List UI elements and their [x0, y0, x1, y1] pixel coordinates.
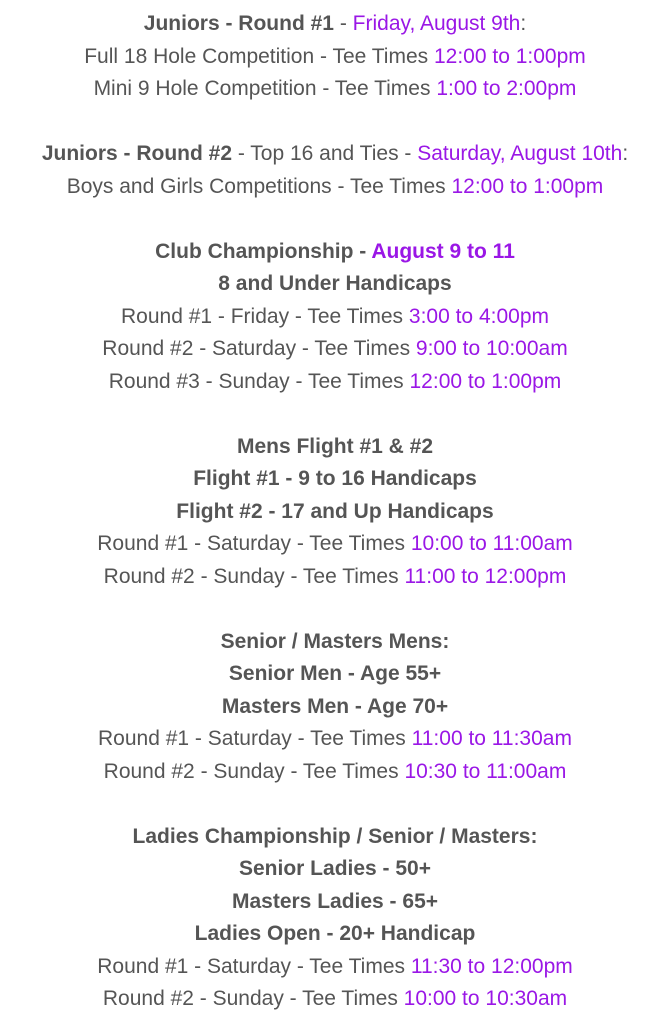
- schedule-text: Round #1 - Saturday - Tee Times: [97, 532, 411, 555]
- schedule-text: -: [333, 12, 353, 35]
- schedule-line: [0, 756, 670, 789]
- schedule-heading-text: Flight #1 - 9 to 16 Handicaps: [193, 467, 477, 490]
- schedule-text: :: [520, 12, 527, 35]
- schedule-text: Round #2 - Sunday - Tee Times: [102, 987, 404, 1010]
- schedule-highlight-text: 10:00 to 11:00am: [410, 532, 573, 555]
- schedule-text: Boys and Girls Competitions - Tee Times: [66, 174, 452, 198]
- schedule-section: [0, 626, 670, 789]
- schedule-highlight-text: 10:30 to 11:00am: [404, 759, 567, 783]
- schedule-line: [0, 41, 670, 74]
- schedule-line: [0, 853, 670, 886]
- schedule-heading-text: Masters Men - Age 70+: [221, 694, 449, 718]
- schedule-text: Mini 9 Hole Competition - Tee Times: [93, 77, 437, 100]
- schedule-highlight-text: 12:00 to 1:00pm: [433, 44, 586, 68]
- schedule-section: [0, 431, 670, 594]
- schedule-text: Round #2 - Sunday - Tee Times: [103, 564, 405, 588]
- schedule-highlight-text: 10:00 to 10:30am: [403, 987, 568, 1010]
- schedule-line: [0, 723, 670, 756]
- schedule-highlight-text: Saturday, August 10th: [417, 142, 623, 165]
- schedule-line: [0, 138, 670, 171]
- schedule-heading-text: Juniors - Round #1: [143, 12, 334, 35]
- schedule-line: [0, 463, 670, 496]
- schedule-text: - Top 16 and Ties -: [232, 142, 418, 165]
- schedule-line: [0, 918, 670, 951]
- schedule-highlight-text: 3:00 to 4:00pm: [408, 304, 549, 328]
- schedule-heading-text: Masters Ladies - 65+: [231, 889, 439, 913]
- schedule-text: Round #2 - Sunday - Tee Times: [103, 759, 405, 783]
- schedule-line: [0, 333, 670, 366]
- schedule-text: Full 18 Hole Competition - Tee Times: [84, 44, 434, 68]
- schedule-highlight-text: August 9 to 11: [371, 239, 515, 263]
- schedule-section: [0, 8, 670, 106]
- schedule-heading-text: Ladies Open - 20+ Handicap: [194, 922, 476, 945]
- schedule-heading-text: Flight #2 - 17 and Up Handicaps: [176, 499, 494, 523]
- schedule-highlight-text: 11:00 to 11:30am: [411, 727, 572, 750]
- schedule-line: [0, 626, 670, 659]
- schedule-section: [0, 821, 670, 1016]
- schedule-section: [0, 236, 670, 399]
- schedule-line: [0, 268, 670, 301]
- schedule-line: [0, 691, 670, 724]
- schedule-text: Round #1 - Saturday - Tee Times: [97, 954, 411, 978]
- schedule-heading-text: 8 and Under Handicaps: [218, 272, 452, 295]
- schedule-highlight-text: 12:00 to 1:00pm: [451, 174, 604, 198]
- schedule-heading-text: Club Championship -: [155, 239, 372, 263]
- schedule-line: [0, 886, 670, 919]
- schedule-heading-text: Senior Men - Age 55+: [228, 662, 442, 685]
- schedule-section: [0, 138, 670, 203]
- schedule-highlight-text: 11:00 to 12:00pm: [404, 564, 567, 588]
- schedule-highlight-text: 11:30 to 12:00pm: [410, 954, 573, 978]
- schedule-heading-text: Mens Flight #1 & #2: [236, 434, 434, 458]
- schedule-heading-text: Senior Ladies - 50+: [239, 857, 431, 880]
- schedule-text: Round #3 - Sunday - Tee Times: [108, 369, 410, 393]
- schedule-line: [0, 983, 670, 1016]
- schedule-line: [0, 236, 670, 269]
- schedule-line: [0, 366, 670, 399]
- schedule-highlight-text: 1:00 to 2:00pm: [436, 77, 577, 100]
- schedule-heading-text: Juniors - Round #2: [41, 142, 233, 165]
- schedule-line: [0, 431, 670, 464]
- schedule-heading-text: Senior / Masters Mens:: [220, 629, 450, 653]
- schedule-line: [0, 951, 670, 984]
- schedule-line: [0, 73, 670, 106]
- schedule-line: [0, 301, 670, 334]
- schedule-highlight-text: Friday, August 9th: [352, 12, 521, 35]
- schedule-line: [0, 528, 670, 561]
- schedule-line: [0, 171, 670, 204]
- schedule-text: Round #2 - Saturday - Tee Times: [102, 337, 416, 360]
- schedule-text: Round #1 - Friday - Tee Times: [120, 304, 409, 328]
- schedule-line: [0, 658, 670, 691]
- schedule-line: [0, 496, 670, 529]
- schedule-line: [0, 821, 670, 854]
- schedule-highlight-text: 12:00 to 1:00pm: [409, 369, 562, 393]
- schedule-text: Round #1 - Saturday - Tee Times: [98, 727, 412, 750]
- schedule-highlight-text: 9:00 to 10:00am: [415, 337, 568, 360]
- schedule-line: [0, 8, 670, 41]
- schedule-line: [0, 561, 670, 594]
- schedule-text: :: [622, 142, 629, 165]
- schedule-heading-text: Ladies Championship / Senior / Masters:: [132, 824, 538, 848]
